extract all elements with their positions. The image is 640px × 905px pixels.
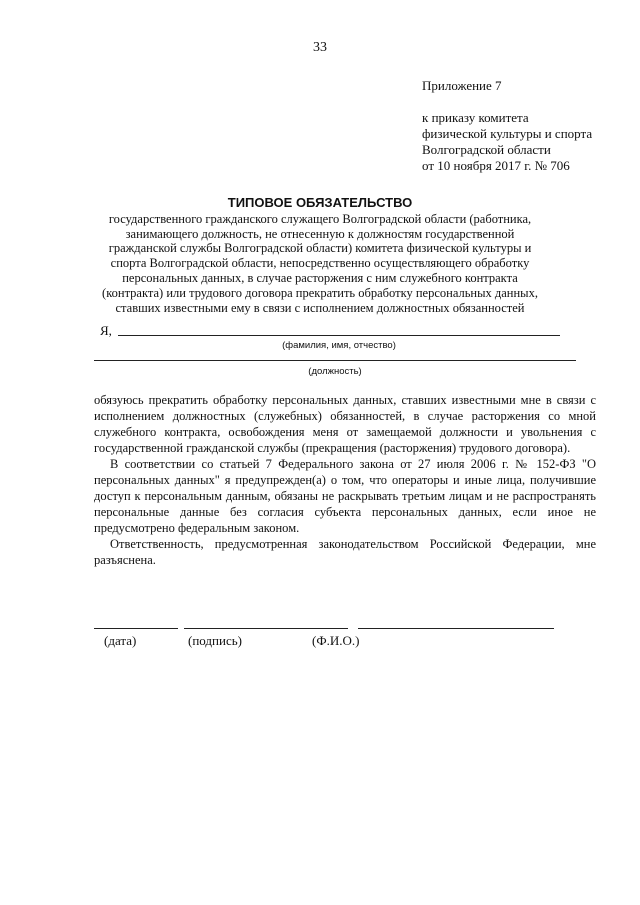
fio-signature-label: (Ф.И.О.) [312,633,360,648]
signature-label: (подпись) [188,633,242,648]
ya-label: Я, [100,323,112,338]
date-line[interactable] [94,628,178,629]
fio-caption: (фамилия, имя, отчество) [282,340,396,351]
appendix-order-line: к приказу комитета [422,110,529,125]
position-caption: (должность) [308,366,362,377]
appendix-number: Приложение 7 [422,78,502,93]
fio-line[interactable] [118,335,560,336]
paragraph-obligation: обязуюсь прекратить обработку персональных данных, ставших известными мне в связи с исполнением должностных (служебных) обязанностей, в случае расторжения со мной служебного контракта, освобождения меня от замещаемой должности и увольнения с государственной гражданской службы (прекращения (расторжения) трудового договора). [94,393,596,455]
paragraph-responsibility: Ответственность, предусмотренная законодательством Российской Федерации, мне разъяснена. [94,537,596,567]
fio-signature-line[interactable] [358,628,554,629]
title-block [98,196,542,315]
signature-line[interactable] [184,628,348,629]
appendix-committee-line: физической культуры и спорта [422,126,593,141]
appendix-block [422,78,592,174]
date-label: (дата) [104,633,137,648]
page-number: 33 [313,40,327,55]
position-line[interactable] [94,360,576,361]
body-text [94,392,596,568]
appendix-date-line: от 10 ноября 2017 г. № 706 [422,158,570,173]
paragraph-law: В соответствии со статьей 7 Федерального закона от 27 июля 2006 г. № 152-ФЗ "О персональных данных" я предупрежден(а) о том, что операторы и иные лица, получившие доступ к персональным данным, обязаны не раскрывать третьим лицам и не распространять персональные данные без согласия субъекта персональных данных, если иное не предусмотрено федеральным законом. [94,457,596,535]
document-title: ТИПОВОЕ ОБЯЗАТЕЛЬСТВО [227,195,413,210]
document-subtitle: государственного гражданского служащего Волгоградской области (работника, занимающего должность, не отнесенную к должностям государственной гражданской службы Волгоградской области) комитета физической культуры и спорта Волгоградской области, непосредственно осуществляющего обработку персональных данных, в случае расторжения с ним служебного контракта (контракта) или трудового договора прекратить обработку персональных данных, ставших известными ему в связи с исполнением должностных обязанностей [102,211,538,315]
appendix-region-line: Волгоградской области [422,142,551,157]
